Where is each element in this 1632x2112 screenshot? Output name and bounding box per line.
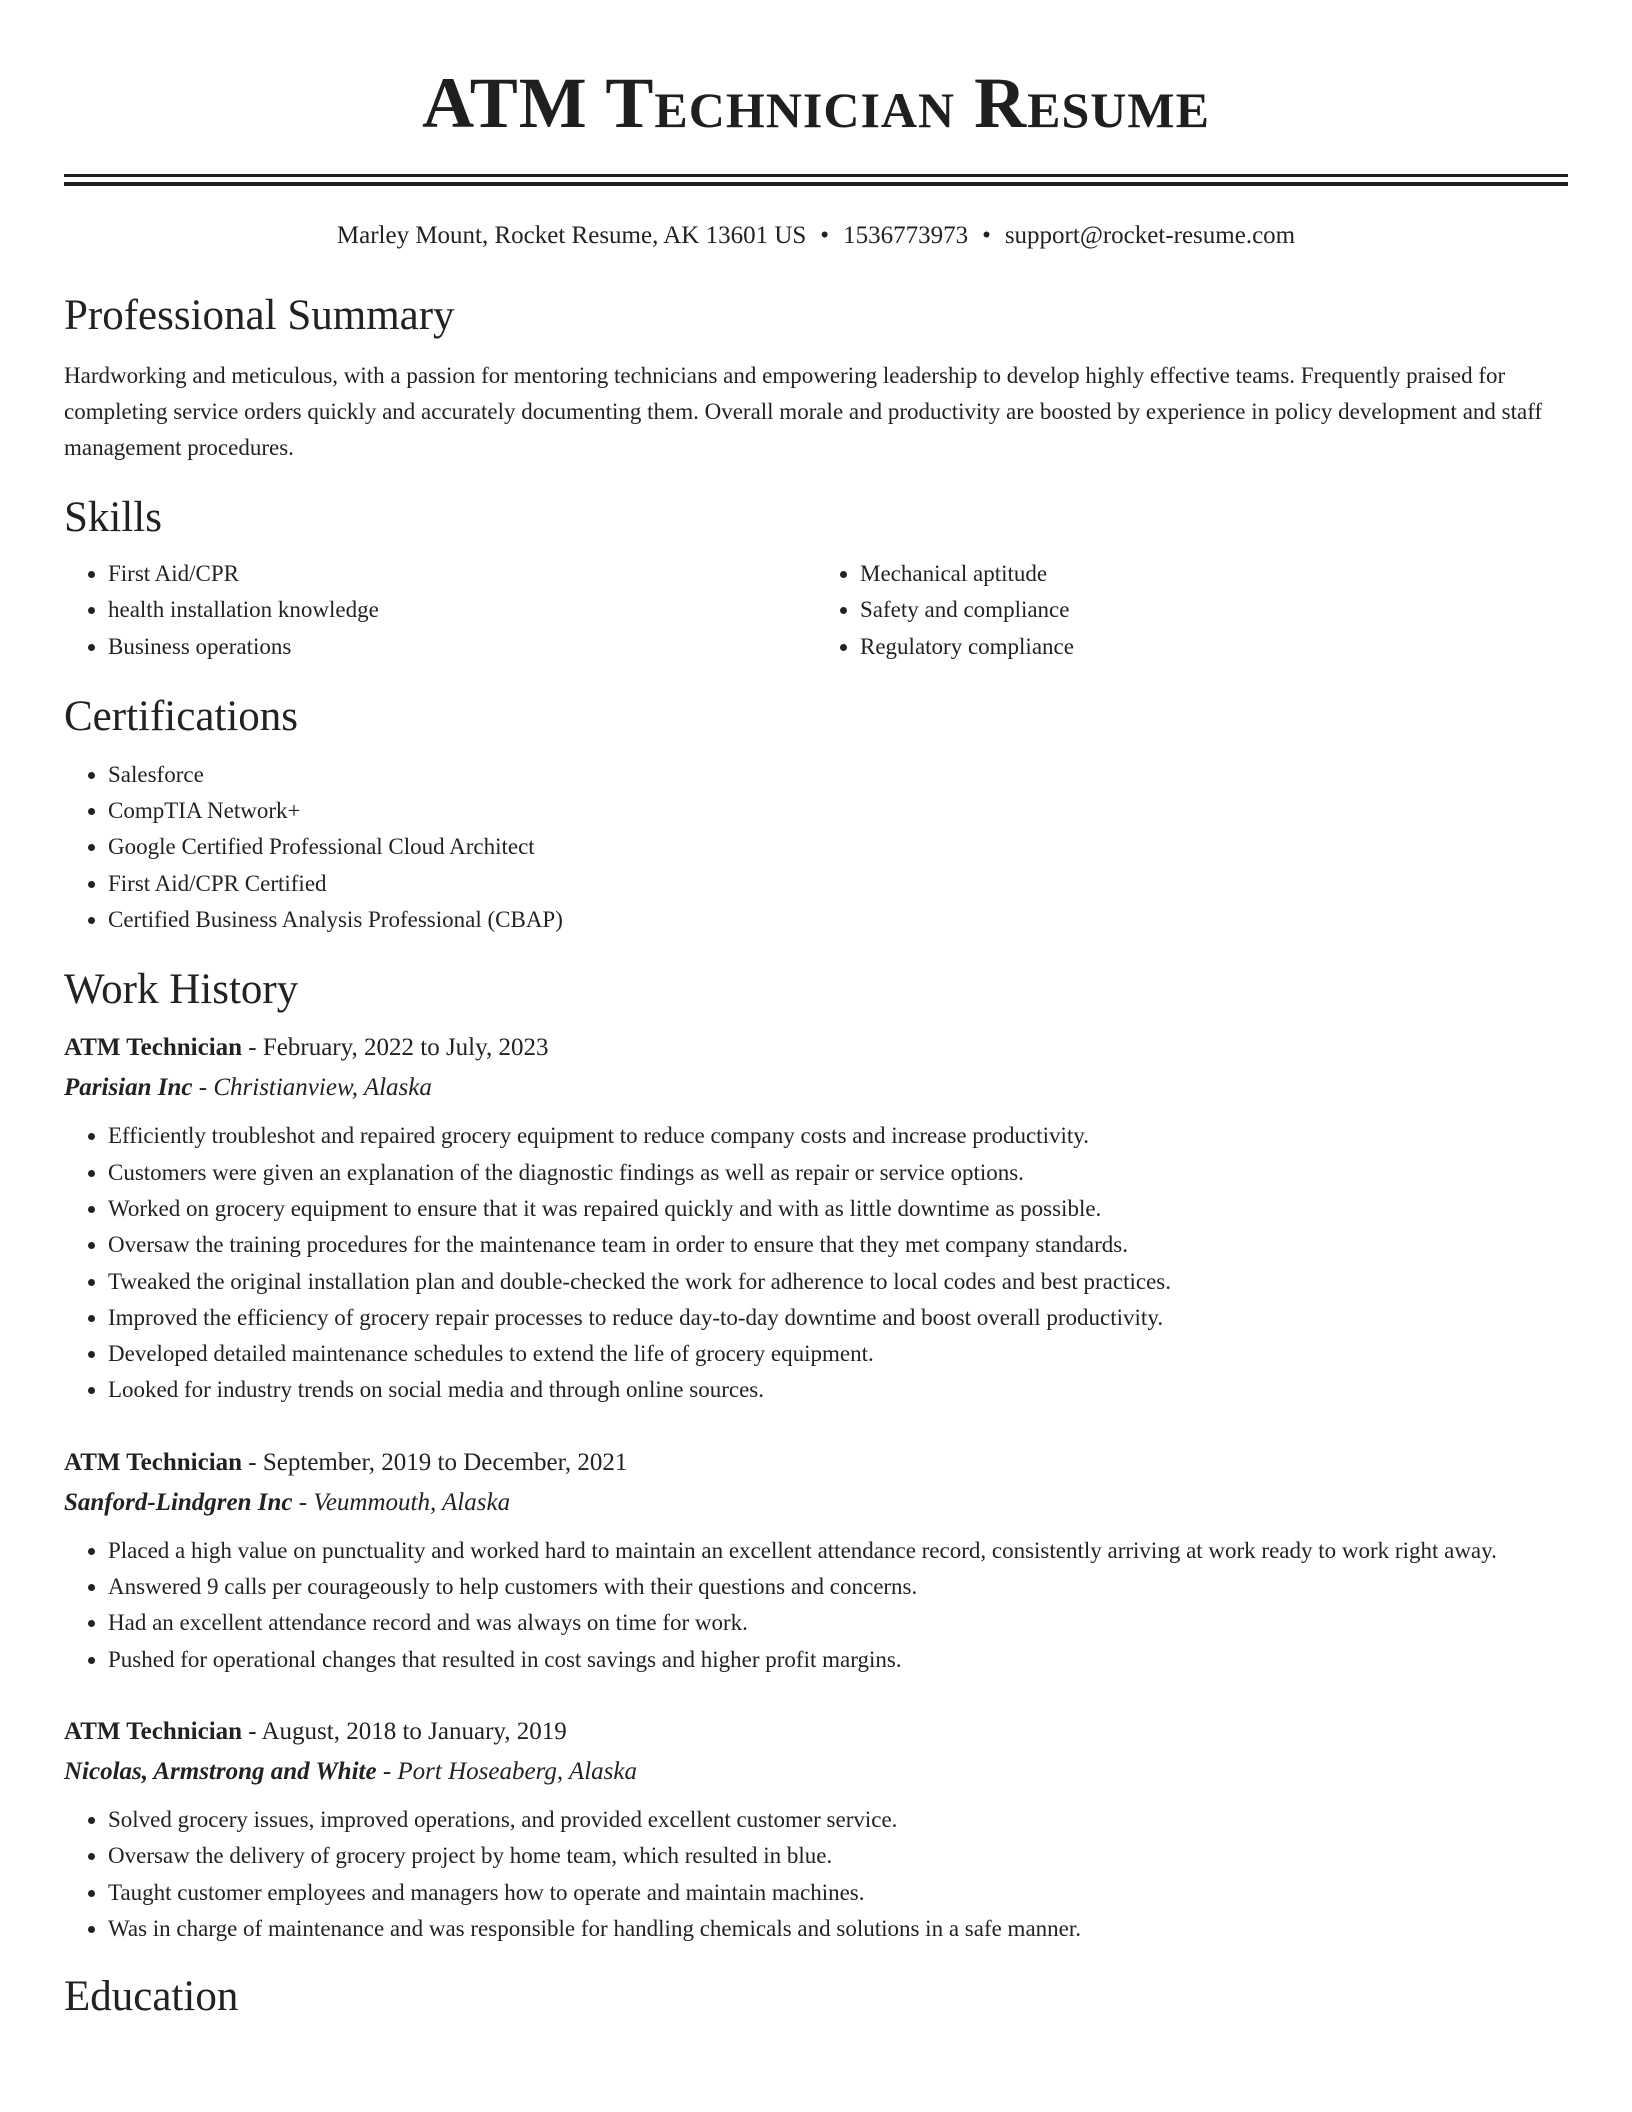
job-location: - Port Hoseaberg, Alaska <box>376 1757 637 1785</box>
certification-item: • CompTIA Network+ <box>108 793 1568 829</box>
summary-heading: Professional Summary <box>64 292 455 339</box>
job-company: Nicolas, Armstrong and White <box>64 1757 377 1785</box>
contact-separator: • <box>982 222 991 249</box>
skill-item: • Safety and compliance <box>860 592 1568 628</box>
job-role: ATM Technician <box>64 1034 243 1062</box>
skills-grid <box>64 556 1568 665</box>
contact-line <box>64 220 1568 252</box>
job-role: ATM Technician <box>64 1717 243 1745</box>
skills-heading: Skills <box>64 494 162 541</box>
job-bullet: • Oversaw the training procedures for the maintenance team in order to ensure that they met company standards. <box>108 1227 1568 1263</box>
certification-item: • Salesforce <box>108 757 1568 793</box>
job-company: Sanford-Lindgren Inc <box>64 1488 293 1516</box>
education-section <box>64 1971 1568 2023</box>
job-entry <box>64 1712 1568 1947</box>
job-bullet: • Was in charge of maintenance and was responsible for handling chemicals and solutions in a safe manner. <box>108 1911 1568 1947</box>
job-bullet: • Tweaked the original installation plan and double-checked the work for adherence to local codes and best practices. <box>108 1264 1568 1300</box>
contact-separator: • <box>820 222 830 249</box>
job-bullet: • Pushed for operational changes that resulted in cost savings and higher profit margins. <box>108 1642 1568 1678</box>
work-history-heading: Work History <box>64 966 299 1014</box>
job-bullet: • Placed a high value on punctuality and worked hard to maintain an excellent attendance record, consistently arriving at work ready to work right away. <box>108 1533 1568 1569</box>
certification-item: • Certified Business Analysis Professional (CBAP) <box>108 902 1568 938</box>
job-dates: - February, 2022 to July, 2023 <box>242 1034 549 1062</box>
job-header <box>64 1028 1568 1068</box>
job-bullet: • Customers were given an explanation of the diagnostic findings as well as repair or service options. <box>108 1155 1568 1191</box>
skill-item: • health installation knowledge <box>108 592 816 628</box>
job-location: - Christianview, Alaska <box>192 1074 432 1102</box>
skill-item: • First Aid/CPR <box>108 556 816 592</box>
contact-email: support@rocket-resume.com <box>1004 222 1296 249</box>
job-bullet: • Looked for industry trends on social media and through online sources. <box>108 1372 1568 1408</box>
summary-text: Hardworking and meticulous, with a passion for mentoring technicians and empowering leadership to develop highly effective teams. Frequently praised for completing service orders quickly and accurately documenting them. Overall morale and productivity are boosted by experience in policy development and staff management procedures. <box>64 363 1543 460</box>
job-bullet: • Improved the efficiency of grocery repair processes to reduce day-to-day downtime and boost overall productivity. <box>108 1300 1568 1336</box>
certifications-heading: Certifications <box>64 692 299 740</box>
certification-item: • Google Certified Professional Cloud Architect <box>108 829 1568 865</box>
certification-item: • First Aid/CPR Certified <box>108 866 1568 902</box>
summary-section <box>64 290 1568 466</box>
job-company-line <box>64 1068 1568 1108</box>
job-dates: - September, 2019 to December, 2021 <box>242 1448 628 1476</box>
job-header <box>64 1712 1568 1752</box>
job-bullets <box>64 1802 1568 1947</box>
job-location: - Veummouth, Alaska <box>292 1488 511 1516</box>
title-rule-top <box>64 174 1568 177</box>
job-bullet: • Developed detailed maintenance schedules to extend the life of grocery equipment. <box>108 1336 1568 1372</box>
job-bullets <box>64 1118 1568 1408</box>
job-bullet: • Efficiently troubleshot and repaired grocery equipment to reduce company costs and increase productivity. <box>108 1118 1568 1154</box>
job-company-line <box>64 1483 1568 1523</box>
skill-item: • Business operations <box>108 629 816 665</box>
certifications-list <box>64 757 1568 938</box>
skills-list-right <box>816 556 1568 665</box>
job-bullet: • Taught customer employees and managers how to operate and maintain machines. <box>108 1875 1568 1911</box>
certifications-section <box>64 691 1568 938</box>
job-dates: - August, 2018 to January, 2019 <box>242 1717 567 1745</box>
job-bullets <box>64 1533 1568 1678</box>
job-entry <box>64 1028 1568 1408</box>
job-header <box>64 1443 1568 1483</box>
contact-address: Marley Mount, Rocket Resume, AK 13601 US <box>336 222 807 249</box>
job-bullet: • Had an excellent attendance record and was always on time for work. <box>108 1605 1568 1641</box>
contact-phone: 1536773973 <box>843 222 969 249</box>
job-company-line <box>64 1752 1568 1792</box>
job-role: ATM Technician <box>64 1448 243 1476</box>
job-bullet: • Worked on grocery equipment to ensure that it was repaired quickly and with as little downtime as possible. <box>108 1191 1568 1227</box>
job-entry <box>64 1443 1568 1678</box>
job-bullet: • Answered 9 calls per courageously to help customers with their questions and concerns. <box>108 1569 1568 1605</box>
title-rule-bottom <box>64 182 1568 186</box>
skill-item: • Mechanical aptitude <box>860 556 1568 592</box>
work-history-section <box>64 964 1568 1947</box>
job-bullet: • Oversaw the delivery of grocery project by home team, which resulted in blue. <box>108 1838 1568 1874</box>
education-heading: Education <box>64 1973 239 2021</box>
skills-section <box>64 492 1568 665</box>
skills-list-left <box>64 556 816 665</box>
skill-item: • Regulatory compliance <box>860 629 1568 665</box>
resume-title: ATM Technician Resume <box>422 63 1210 143</box>
job-bullet: • Solved grocery issues, improved operations, and provided excellent customer service. <box>108 1802 1568 1838</box>
job-company: Parisian Inc <box>64 1074 193 1102</box>
